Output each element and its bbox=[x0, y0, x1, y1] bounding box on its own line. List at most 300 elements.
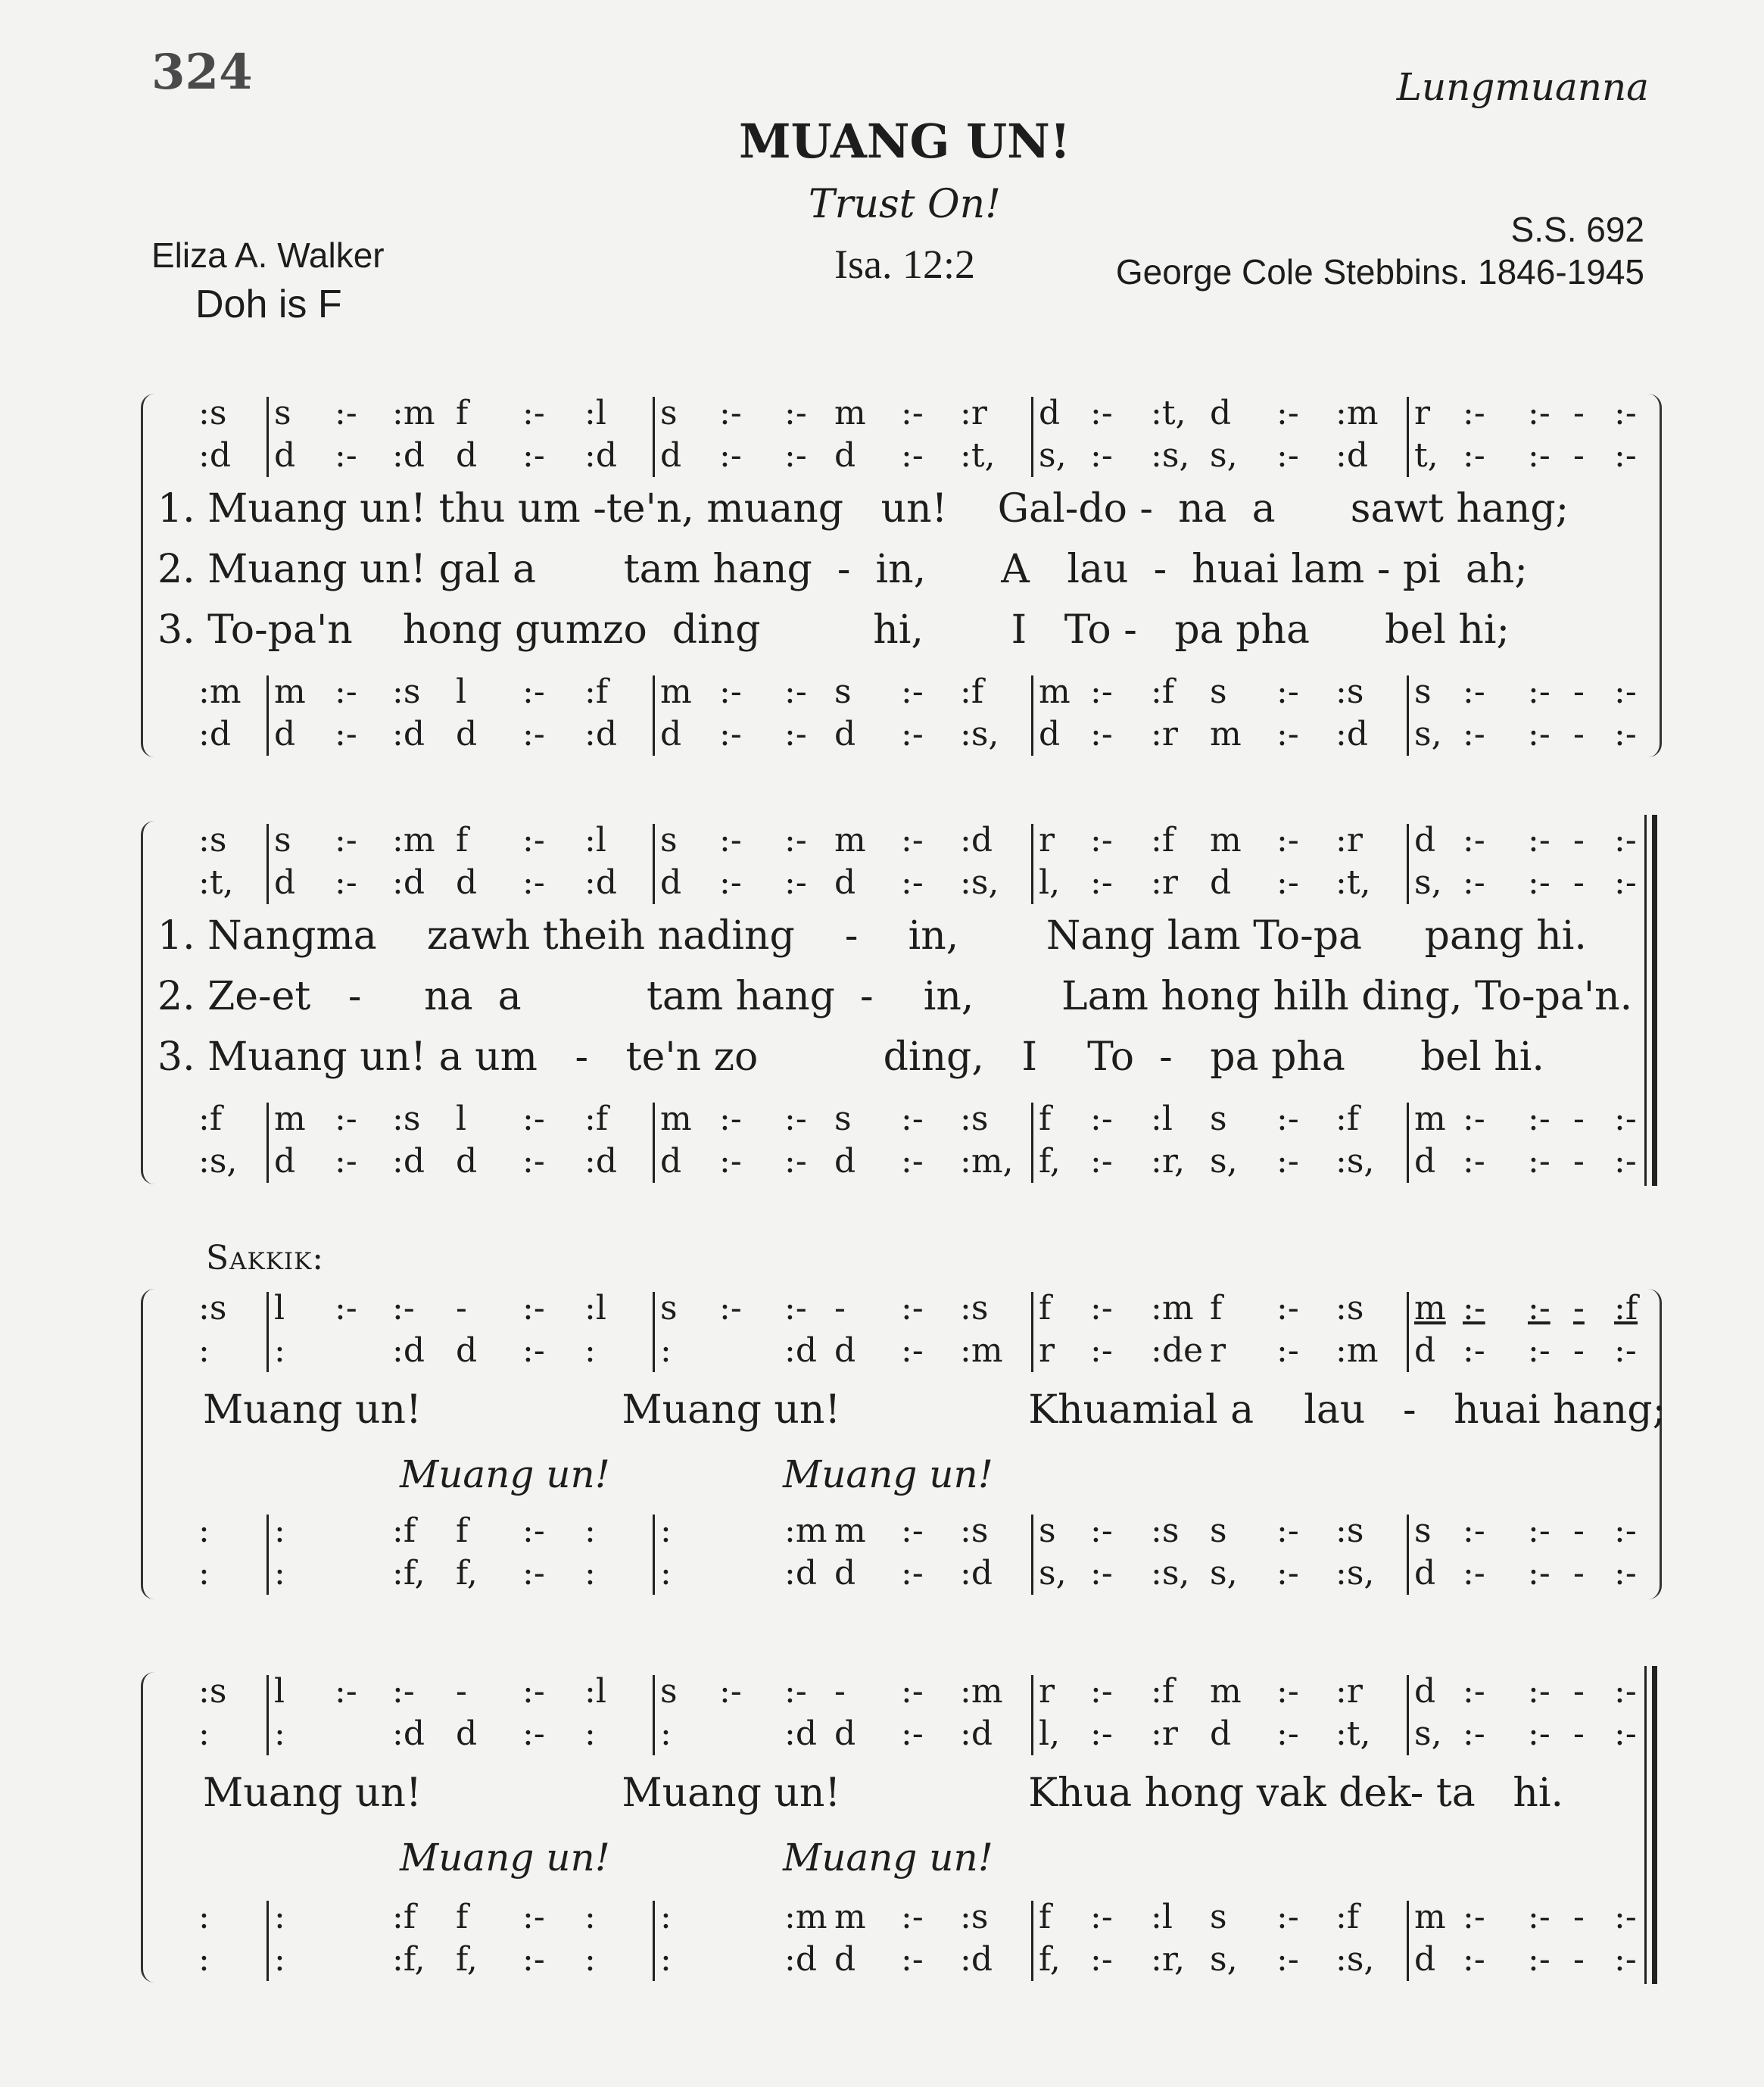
solfa-cell: t, bbox=[1414, 436, 1438, 475]
solfa-cell: - bbox=[456, 1289, 467, 1327]
solfa-cell: d bbox=[660, 436, 682, 475]
solfa-cell: f, bbox=[456, 1940, 478, 1979]
solfa-cell: :- bbox=[784, 394, 807, 432]
solfa-cell: :- bbox=[1614, 1554, 1637, 1593]
solfa-cell: m bbox=[660, 672, 692, 711]
solfa-cell: : bbox=[584, 1511, 596, 1550]
solfa-cell: :d bbox=[392, 1142, 425, 1181]
solfa-cell: :- bbox=[1463, 1289, 1485, 1327]
solfa-cell: : bbox=[274, 1714, 285, 1753]
solfa-cell: : bbox=[198, 1898, 210, 1936]
solfa-cell: :- bbox=[784, 1100, 807, 1138]
solfa-cell: :- bbox=[784, 436, 807, 475]
solfa-cell: :m bbox=[392, 394, 435, 432]
solfa-cell: :- bbox=[719, 1142, 742, 1181]
barline bbox=[1031, 1515, 1033, 1595]
solfa-cell: :- bbox=[1090, 821, 1113, 859]
solfa-cell: :- bbox=[901, 1511, 924, 1550]
solfa-cell: :t, bbox=[1335, 863, 1371, 902]
solfa-cell: d bbox=[274, 863, 296, 902]
solfa-cell: d bbox=[834, 1714, 856, 1753]
solfa-cell: f bbox=[1039, 1100, 1052, 1138]
solfa-cell: :- bbox=[1090, 394, 1113, 432]
solfa-cell: :- bbox=[719, 821, 742, 859]
solfa-cell: :- bbox=[1463, 1940, 1485, 1979]
solfa-cell: :- bbox=[1528, 1142, 1551, 1181]
solfa-cell: : bbox=[198, 1940, 210, 1979]
solfa-cell: :- bbox=[1528, 863, 1551, 902]
upper-parts bbox=[0, 1289, 1764, 1330]
upper-parts bbox=[0, 1331, 1764, 1372]
solfa-cell: :f bbox=[584, 672, 609, 711]
solfa-cell: :- bbox=[784, 672, 807, 711]
solfa-cell: :l bbox=[584, 1672, 606, 1711]
solfa-cell: :s bbox=[392, 1100, 421, 1138]
solfa-cell: d bbox=[834, 863, 856, 902]
solfa-cell: :- bbox=[1276, 821, 1299, 859]
solfa-cell: d bbox=[274, 436, 296, 475]
lower-parts bbox=[0, 1142, 1764, 1183]
solfa-cell: : bbox=[198, 1331, 210, 1370]
solfa-cell: d bbox=[1414, 1331, 1436, 1370]
solfa-cell: s, bbox=[1210, 1142, 1238, 1181]
solfa-cell: :- bbox=[522, 1331, 545, 1370]
solfa-cell: :- bbox=[719, 394, 742, 432]
solfa-cell: :s bbox=[198, 821, 227, 859]
page-number: 324 bbox=[151, 44, 253, 101]
solfa-cell: :- bbox=[901, 1714, 924, 1753]
upper-parts bbox=[0, 821, 1764, 862]
solfa-cell: :- bbox=[1614, 1100, 1637, 1138]
barline bbox=[266, 397, 269, 477]
solfa-cell: :- bbox=[1614, 1940, 1637, 1979]
solfa-cell: :s, bbox=[960, 715, 999, 753]
ss-number: S.S. 692 bbox=[1510, 210, 1644, 249]
solfa-cell: :- bbox=[784, 821, 807, 859]
solfa-cell: :- bbox=[1090, 1100, 1113, 1138]
solfa-cell: :- bbox=[335, 1142, 357, 1181]
solfa-cell: :- bbox=[901, 1331, 924, 1370]
solfa-cell: :s bbox=[1151, 1511, 1180, 1550]
barline bbox=[1407, 1675, 1409, 1755]
solfa-cell: :- bbox=[1090, 1940, 1113, 1979]
solfa-cell: :- bbox=[335, 821, 357, 859]
solfa-cell: - bbox=[1573, 1511, 1585, 1550]
solfa-cell: :m bbox=[960, 1672, 1003, 1711]
solfa-cell: f, bbox=[1039, 1142, 1061, 1181]
solfa-cell: :- bbox=[784, 1672, 807, 1711]
solfa-cell: :- bbox=[1090, 1331, 1113, 1370]
barline bbox=[266, 675, 269, 756]
solfa-cell: s bbox=[274, 821, 291, 859]
solfa-cell: d bbox=[660, 863, 682, 902]
lower-parts bbox=[0, 715, 1764, 756]
barline bbox=[1031, 1292, 1033, 1372]
solfa-cell: :- bbox=[522, 1289, 545, 1327]
solfa-cell: l bbox=[274, 1672, 285, 1711]
score-system bbox=[0, 821, 1764, 1199]
solfa-cell: :r bbox=[1151, 1714, 1178, 1753]
solfa-cell: :- bbox=[1090, 1714, 1113, 1753]
solfa-cell: : bbox=[584, 1554, 596, 1593]
solfa-cell: :- bbox=[1463, 394, 1485, 432]
solfa-cell: :d bbox=[960, 1554, 993, 1593]
solfa-cell: s, bbox=[1210, 436, 1238, 475]
barline bbox=[1407, 397, 1409, 477]
solfa-cell: :d bbox=[198, 715, 231, 753]
lower-parts bbox=[0, 672, 1764, 713]
solfa-cell: :- bbox=[1463, 1554, 1485, 1593]
solfa-cell: :- bbox=[719, 715, 742, 753]
solfa-cell: :- bbox=[335, 1672, 357, 1711]
solfa-cell: d bbox=[274, 715, 296, 753]
solfa-cell: :f bbox=[392, 1898, 416, 1936]
solfa-cell: :- bbox=[719, 1289, 742, 1327]
solfa-cell: s bbox=[274, 394, 291, 432]
solfa-cell: l bbox=[456, 672, 467, 711]
solfa-cell: :r, bbox=[1151, 1940, 1186, 1979]
solfa-cell: d bbox=[456, 863, 478, 902]
lyric-line: 3. To-pa'n hong gumzo ding hi, I To - pa pha bel hi; bbox=[157, 607, 1510, 653]
solfa-cell: :- bbox=[522, 715, 545, 753]
solfa-cell: - bbox=[1573, 436, 1585, 475]
solfa-cell: s bbox=[1210, 672, 1227, 711]
solfa-cell: :- bbox=[1528, 1898, 1551, 1936]
solfa-cell: :- bbox=[1276, 1714, 1299, 1753]
solfa-cell: d bbox=[274, 1142, 296, 1181]
solfa-cell: :s, bbox=[960, 863, 999, 902]
solfa-cell: :- bbox=[1276, 672, 1299, 711]
solfa-cell: :m bbox=[198, 672, 242, 711]
solfa-cell: :- bbox=[522, 1940, 545, 1979]
solfa-cell: :t, bbox=[1335, 1714, 1371, 1753]
solfa-cell: :- bbox=[1276, 1672, 1299, 1711]
solfa-cell: :- bbox=[392, 1289, 415, 1327]
solfa-cell: f bbox=[1039, 1898, 1052, 1936]
solfa-cell: :- bbox=[901, 1100, 924, 1138]
solfa-cell: :s, bbox=[1335, 1554, 1375, 1593]
solfa-cell: :t, bbox=[960, 436, 996, 475]
lower-parts bbox=[0, 1940, 1764, 1981]
solfa-cell: :- bbox=[1090, 1289, 1113, 1327]
solfa-cell: :- bbox=[1614, 1331, 1637, 1370]
solfa-cell: : bbox=[660, 1331, 672, 1370]
solfa-cell: s, bbox=[1039, 1554, 1067, 1593]
solfa-cell: :r bbox=[1335, 821, 1363, 859]
solfa-cell: :- bbox=[1528, 1940, 1551, 1979]
solfa-cell: :- bbox=[1276, 1100, 1299, 1138]
solfa-cell: m bbox=[834, 1898, 866, 1936]
solfa-cell: :s bbox=[198, 1672, 227, 1711]
solfa-cell: :- bbox=[784, 715, 807, 753]
solfa-cell: :- bbox=[522, 863, 545, 902]
solfa-cell: : bbox=[198, 1714, 210, 1753]
solfa-cell: d bbox=[1210, 863, 1232, 902]
solfa-cell: :d bbox=[784, 1940, 817, 1979]
solfa-cell: :d bbox=[584, 436, 617, 475]
solfa-cell: d bbox=[1039, 394, 1061, 432]
solfa-cell: :r bbox=[1151, 863, 1178, 902]
solfa-cell: d bbox=[834, 1142, 856, 1181]
solfa-cell: :f bbox=[392, 1511, 416, 1550]
hymn-subtitle: Trust On! bbox=[808, 182, 1002, 227]
solfa-cell: m bbox=[274, 672, 306, 711]
solfa-cell: :- bbox=[901, 1940, 924, 1979]
solfa-cell: :d bbox=[1335, 436, 1368, 475]
solfa-cell: - bbox=[1573, 821, 1585, 859]
solfa-cell: s bbox=[1210, 1100, 1227, 1138]
solfa-cell: :- bbox=[335, 863, 357, 902]
solfa-cell: d bbox=[1414, 821, 1436, 859]
solfa-cell: - bbox=[1573, 1714, 1585, 1753]
barline bbox=[1407, 1901, 1409, 1981]
solfa-cell: - bbox=[1573, 863, 1585, 902]
barline bbox=[653, 397, 655, 477]
solfa-cell: l bbox=[274, 1289, 285, 1327]
solfa-cell: :- bbox=[1528, 1714, 1551, 1753]
solfa-cell: :- bbox=[901, 1554, 924, 1593]
solfa-cell: m bbox=[1210, 715, 1242, 753]
solfa-cell: :- bbox=[1276, 1142, 1299, 1181]
key-signature: Doh is F bbox=[195, 282, 342, 326]
barline bbox=[1407, 675, 1409, 756]
solfa-cell: :de bbox=[1151, 1331, 1204, 1370]
solfa-cell: d bbox=[834, 1331, 856, 1370]
upper-parts bbox=[0, 394, 1764, 435]
solfa-cell: :d bbox=[784, 1714, 817, 1753]
solfa-cell: - bbox=[1573, 715, 1585, 753]
solfa-cell: :m bbox=[1151, 1289, 1194, 1327]
solfa-cell: :d bbox=[392, 1331, 425, 1370]
lyric-line: 1. Nangma zawh theih nading - in, Nang lam To-pa pang hi. bbox=[157, 913, 1587, 959]
barline bbox=[1031, 824, 1033, 904]
solfa-cell: :- bbox=[1463, 1331, 1485, 1370]
solfa-cell: : bbox=[660, 1714, 672, 1753]
solfa-cell: :m bbox=[1335, 394, 1379, 432]
solfa-cell: : bbox=[274, 1898, 285, 1936]
solfa-cell: :s, bbox=[1335, 1940, 1375, 1979]
lyric-line: Muang un! Muang un! Khuamial a lau - huai hang; bbox=[203, 1387, 1666, 1433]
solfa-cell: :m bbox=[784, 1898, 827, 1936]
solfa-cell: d bbox=[834, 715, 856, 753]
solfa-cell: m bbox=[834, 1511, 866, 1550]
solfa-cell: m bbox=[1414, 1898, 1446, 1936]
solfa-cell: :- bbox=[1528, 394, 1551, 432]
solfa-cell: :m, bbox=[960, 1142, 1014, 1181]
solfa-cell: f bbox=[456, 1511, 469, 1550]
solfa-cell: :d bbox=[584, 1142, 617, 1181]
solfa-cell: :- bbox=[901, 1142, 924, 1181]
solfa-cell: :l bbox=[584, 1289, 606, 1327]
solfa-cell: :- bbox=[901, 1898, 924, 1936]
solfa-cell: - bbox=[1573, 1554, 1585, 1593]
solfa-cell: : bbox=[660, 1554, 672, 1593]
solfa-cell: : bbox=[198, 1554, 210, 1593]
composer: George Cole Stebbins. 1846-1945 bbox=[1115, 252, 1644, 292]
solfa-cell: :- bbox=[1090, 715, 1113, 753]
solfa-cell: :- bbox=[1528, 715, 1551, 753]
solfa-cell: :- bbox=[1614, 1511, 1637, 1550]
solfa-cell: :m bbox=[1335, 1331, 1379, 1370]
solfa-cell: m bbox=[660, 1100, 692, 1138]
solfa-cell: s bbox=[1210, 1511, 1227, 1550]
solfa-cell: :- bbox=[1463, 672, 1485, 711]
score-system bbox=[0, 1672, 1764, 1998]
solfa-cell: :- bbox=[1614, 1672, 1637, 1711]
barline bbox=[653, 1515, 655, 1595]
barline bbox=[266, 1515, 269, 1595]
solfa-cell: :r bbox=[1335, 1672, 1363, 1711]
solfa-cell: s, bbox=[1414, 863, 1442, 902]
solfa-cell: l, bbox=[1039, 1714, 1061, 1753]
solfa-cell: d bbox=[456, 1331, 478, 1370]
solfa-cell: :- bbox=[1614, 1898, 1637, 1936]
solfa-cell: - bbox=[1573, 394, 1585, 432]
solfa-cell: - bbox=[456, 1672, 467, 1711]
barline bbox=[266, 1675, 269, 1755]
solfa-cell: :- bbox=[1463, 1142, 1485, 1181]
solfa-cell: :- bbox=[901, 1672, 924, 1711]
solfa-cell: :s bbox=[960, 1289, 989, 1327]
solfa-cell: :- bbox=[522, 672, 545, 711]
solfa-cell: :f bbox=[1335, 1100, 1360, 1138]
solfa-cell: - bbox=[1573, 1672, 1585, 1711]
lower-parts bbox=[0, 1100, 1764, 1140]
barline bbox=[1031, 1103, 1033, 1183]
barline bbox=[653, 824, 655, 904]
barline bbox=[653, 675, 655, 756]
solfa-cell: :f, bbox=[392, 1940, 425, 1979]
solfa-cell: :- bbox=[522, 821, 545, 859]
solfa-cell: :- bbox=[1276, 1289, 1299, 1327]
solfa-cell: s, bbox=[1414, 1714, 1442, 1753]
solfa-cell: :- bbox=[901, 672, 924, 711]
solfa-cell: :- bbox=[1463, 1672, 1485, 1711]
solfa-cell: :s, bbox=[198, 1142, 238, 1181]
solfa-cell: f, bbox=[1039, 1940, 1061, 1979]
solfa-cell: :d bbox=[584, 715, 617, 753]
solfa-cell: m bbox=[1210, 821, 1242, 859]
solfa-cell: :- bbox=[901, 1289, 924, 1327]
solfa-cell: :s bbox=[198, 1289, 227, 1327]
solfa-cell: - bbox=[1573, 1898, 1585, 1936]
solfa-cell: :d bbox=[584, 863, 617, 902]
solfa-cell: :- bbox=[1614, 394, 1637, 432]
solfa-cell: :s bbox=[960, 1898, 989, 1936]
solfa-cell: :- bbox=[1614, 1142, 1637, 1181]
solfa-cell: :- bbox=[1090, 1142, 1113, 1181]
solfa-cell: s, bbox=[1039, 436, 1067, 475]
solfa-cell: :- bbox=[1090, 863, 1113, 902]
upper-parts bbox=[0, 1714, 1764, 1755]
solfa-cell: :- bbox=[522, 436, 545, 475]
solfa-cell: r bbox=[1210, 1331, 1226, 1370]
lower-parts bbox=[0, 1511, 1764, 1552]
solfa-cell: :f bbox=[198, 1100, 223, 1138]
solfa-cell: d bbox=[456, 1714, 478, 1753]
lyric-line: 2. Muang un! gal a tam hang - in, A lau - huai lam - pi ah; bbox=[157, 547, 1528, 592]
solfa-cell: r bbox=[1039, 821, 1055, 859]
solfa-cell: :r, bbox=[1151, 1142, 1186, 1181]
solfa-cell: :- bbox=[1528, 1554, 1551, 1593]
echo-lyric: Muang un! bbox=[783, 1452, 993, 1496]
solfa-cell: - bbox=[1573, 672, 1585, 711]
lyric-line: 3. Muang un! a um - te'n zo ding, I To - pa pha bel hi. bbox=[157, 1034, 1544, 1080]
solfa-cell: :d bbox=[784, 1331, 817, 1370]
solfa-cell: s bbox=[1414, 1511, 1432, 1550]
solfa-cell: :l bbox=[584, 821, 606, 859]
solfa-cell: - bbox=[834, 1289, 846, 1327]
solfa-cell: :- bbox=[784, 863, 807, 902]
solfa-cell: s bbox=[660, 1289, 678, 1327]
solfa-cell: :- bbox=[1614, 715, 1637, 753]
barline bbox=[1407, 1515, 1409, 1595]
solfa-cell: :t, bbox=[1151, 394, 1186, 432]
solfa-cell: d bbox=[834, 1940, 856, 1979]
solfa-cell: :- bbox=[522, 1100, 545, 1138]
solfa-cell: :s, bbox=[1151, 436, 1190, 475]
solfa-cell: : bbox=[274, 1940, 285, 1979]
solfa-cell: :s bbox=[960, 1100, 989, 1138]
lower-parts bbox=[0, 1554, 1764, 1595]
solfa-cell: :- bbox=[522, 1511, 545, 1550]
solfa-cell: d bbox=[1039, 715, 1061, 753]
barline bbox=[653, 1103, 655, 1183]
barline bbox=[266, 824, 269, 904]
solfa-cell: :- bbox=[1090, 436, 1113, 475]
solfa-cell: s bbox=[1210, 1898, 1227, 1936]
barline bbox=[1407, 1292, 1409, 1372]
solfa-cell: :f bbox=[584, 1100, 609, 1138]
solfa-cell: d bbox=[660, 1142, 682, 1181]
lyric-line: 2. Ze-et - na a tam hang - in, Lam hong hilh ding, To-pa'n. bbox=[157, 974, 1633, 1019]
solfa-cell: d bbox=[834, 1554, 856, 1593]
solfa-cell: - bbox=[1573, 1289, 1585, 1327]
solfa-cell: :- bbox=[1614, 672, 1637, 711]
solfa-cell: r bbox=[1039, 1672, 1055, 1711]
solfa-cell: :- bbox=[1276, 715, 1299, 753]
solfa-cell: :- bbox=[522, 394, 545, 432]
solfa-cell: : bbox=[660, 1898, 672, 1936]
solfa-cell: - bbox=[1573, 1331, 1585, 1370]
solfa-cell: :d bbox=[392, 715, 425, 753]
solfa-cell: s, bbox=[1210, 1940, 1238, 1979]
lower-parts bbox=[0, 1898, 1764, 1939]
barline bbox=[1031, 397, 1033, 477]
solfa-cell: :- bbox=[1528, 1289, 1551, 1327]
solfa-cell: :d bbox=[960, 1940, 993, 1979]
score-system bbox=[0, 1289, 1764, 1614]
solfa-cell: :- bbox=[1276, 1940, 1299, 1979]
solfa-cell: :- bbox=[522, 1142, 545, 1181]
solfa-cell: r bbox=[1414, 394, 1431, 432]
solfa-cell: :- bbox=[1090, 672, 1113, 711]
solfa-cell: :- bbox=[1090, 1898, 1113, 1936]
solfa-cell: :t, bbox=[198, 863, 234, 902]
solfa-cell: :- bbox=[901, 821, 924, 859]
solfa-cell: - bbox=[1573, 1142, 1585, 1181]
barline bbox=[653, 1675, 655, 1755]
solfa-cell: :- bbox=[1614, 1714, 1637, 1753]
solfa-cell: :s bbox=[1335, 1511, 1364, 1550]
solfa-cell: s bbox=[834, 672, 852, 711]
solfa-cell: :s bbox=[1335, 672, 1364, 711]
barline bbox=[266, 1103, 269, 1183]
solfa-cell: : bbox=[274, 1511, 285, 1550]
solfa-cell: :- bbox=[719, 672, 742, 711]
solfa-cell: :f bbox=[1151, 672, 1175, 711]
solfa-cell: :- bbox=[522, 1898, 545, 1936]
